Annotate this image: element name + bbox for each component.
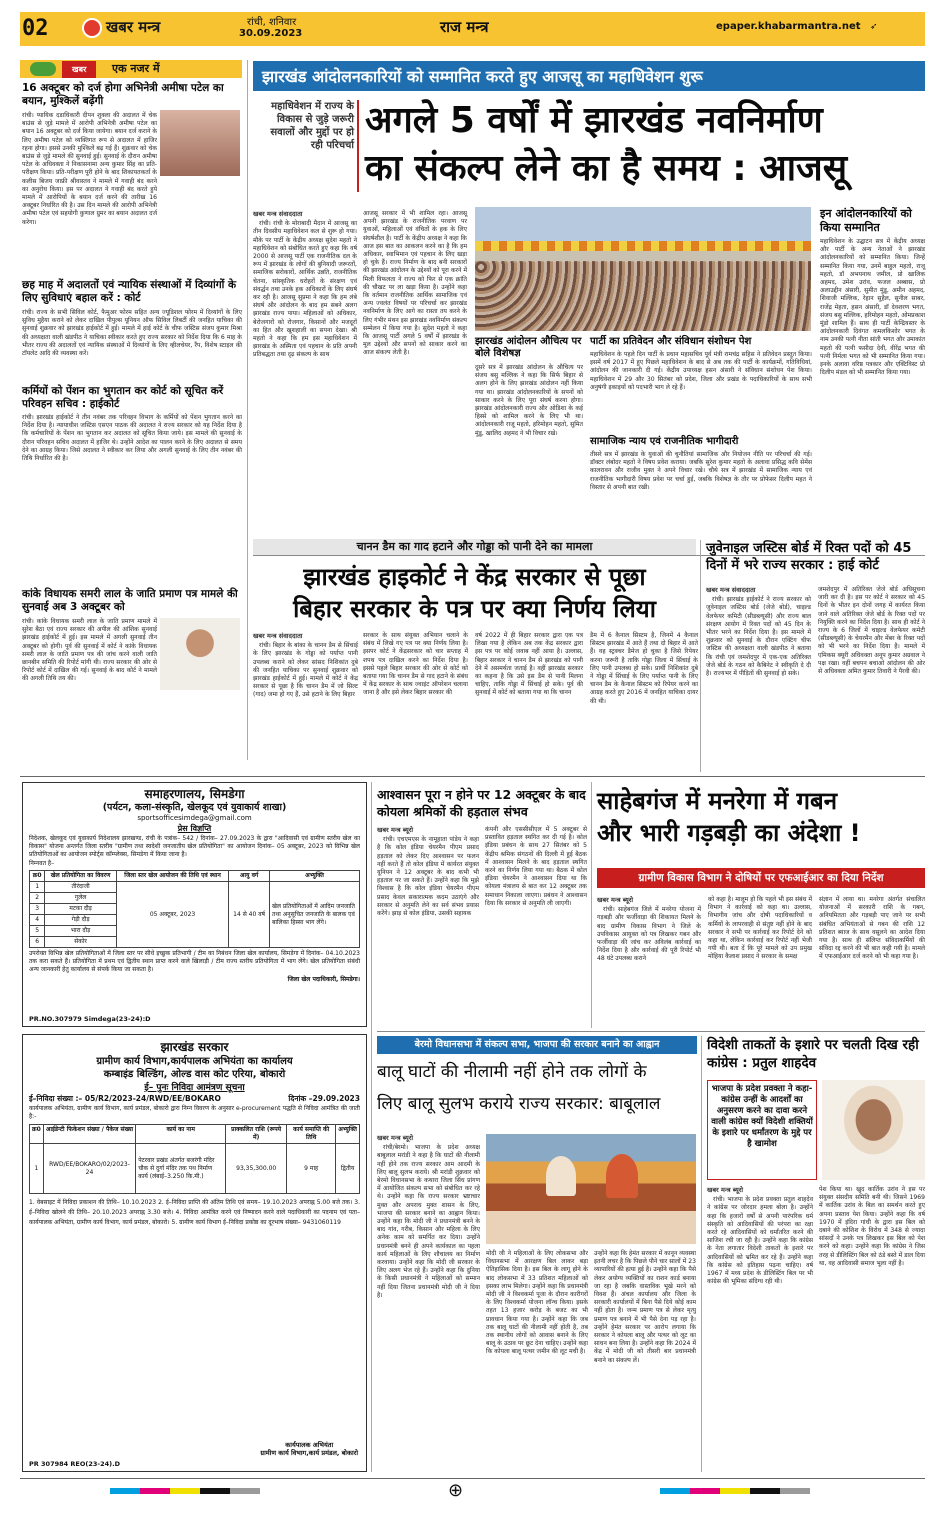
ad2-intro: कार्यपालक अभियंता, ग्रामीण कार्य विभाग, कार्य प्रमंडल, बोकारो द्वारा निम्न विवरण के अनुसार e-procurement पद्धति से निविदा आमंत्रित की जाती है:- — [29, 1105, 360, 1120]
lead-photo-rally — [475, 207, 811, 331]
chanan-text-2: सरकार के साथ संयुक्त अभियान चलाने के संबंध में लिखे गए पत्र पर क्या निर्णय लिया है। इसपर कोर्ट ने केंद्रसरकार को चार सप्ताह में शपथ पत्र दाखिल करने का निर्देश दिया है। इससे पहले बिहार सरकार की ओर से कोर्ट को बताया गया कि चानन डैम से गाद हटाने के संबंध में केंद्र सरकार के साथ ज्वाइंट ऑपरेशन चलाया जाना है और इसे लेकर बिहार सरकार की — [363, 632, 468, 697]
ad1-age-cell: 14 से 40 वर्ष — [229, 882, 270, 948]
ad2-th: आईडेन्टी फिकेशन संख्या / पैकेज संख्या — [43, 1125, 135, 1144]
ad2-cell-remark: द्वितीय — [336, 1144, 360, 1194]
babulal-text-3: उन्होंने कहा कि हेमंत सरकार में कानून व्यवस्था इतनी लचर है कि पिछले पौने चार सालों में 23 व्यापारियों की हत्या हुई है। उन्होंने कहा कि पैसे लेकर अयोग्य व्यक्तियों का राशन कार्ड बनाया जा रहा है जबकि वास्तविक भूखे मरने को विवश हैं। अंचल कार्यालय और जिला के सरकारी कार्यालयों में बिना पैसे दिये कोई काम नहीं होता है। जन्म प्रमाण पत्र से लेकर मृत्यु प्रमाण पत्र बनाने में भी पैसे देना पड़ रहा है। उन्होंने हेमंत सरकार पर आरोप लगाया कि सरकार ने कोयला बालू और पत्थर को लूट का साधन बना लिया है। उन्होंने कहा कि 2024 में केंद्र में मोदी जी को तीसरी बार प्रधानमंत्री बनाने का संकल्प लें। — [594, 1250, 696, 1364]
ad2-cell-period: 9 माह — [287, 1144, 336, 1194]
ad1-remark-cell: खेल प्रतियोगिताओं में आदिम जनजाति तथा अनुसूचित जनजाति के बालक एवं बालिका हिस्सा भाग लेंगे। — [270, 882, 360, 948]
ameesha-photo — [160, 110, 240, 176]
babulal-photo — [486, 1134, 696, 1244]
juvenile-text-2: जमशेदपुर में अतिरिक्त जेजे बोर्ड अधिसूचना जारी कर दी है। इस पर कोर्ट ने सरकार को 45 दिनों के भीतर इन दोनों जगह में कार्यरत किया जाने वाले अतिरिक्त जेजे बोर्ड के रिक्त पदों पर नियुक्ति करने का निर्देश दिया है। साथ ही कोर्ट ने राज्य के 6 जिलों में चाइल्ड वेलफेयर कमेटी (सीडब्ल्यूसी) के चेयरमैन और मेंबर के रिक्त पदों को भी भरने का निर्देश दिया है। मामले में एमिकस क्यूरी अधिवक्ता अनूप कुमार अग्रवाल ने पक्ष रखा। वहीं बचपन बचाओ आंदोलन की ओर से अधिवक्ता अमित कुमार तिवारी ने पैरवी की। — [818, 586, 925, 676]
page-number: 02 — [22, 16, 49, 41]
ad1-cell: तीरंदाजी — [45, 882, 117, 893]
juvenile-text-1: रांची। झारखंड हाईकोर्ट ने राज्य सरकार को जुवेनाइल जस्टिस बोर्ड (जेजे बोर्ड), चाइल्ड वेलफेयर कमिटी (सीडब्ल्यूसी) और राज्य बाल संरक्षण आयोग में रिक्त पदों को 45 दिन के भीतर भरने का निर्देश दिया है। इस मामले में शुक्रवार को सुनवाई के दौरान एक्टिंग चीफ जस्टिस की अध्यक्षता वाली खंडपीठ ने बताया कि रांची एवं जमशेदपुर में एक-एक अतिरिक्त जेजे बोर्ड के गठन को कैबिनेट ने स्वीकृति दे दी है। राज्यभर में पीड़ितों की सुनवाई हो सके। — [706, 596, 811, 678]
header-city: रांची, शनिवार — [247, 17, 297, 28]
ad1-th: आयु वर्ग — [229, 871, 270, 882]
ad1-cell: सेकोर — [45, 937, 117, 948]
ad2-th: कार्य समाप्ति की तिथि — [287, 1125, 336, 1144]
lead-caption-1: झारखंड आंदोलन औचित्य पर बोले विशेषज्ञ — [475, 336, 582, 359]
congress-kicker: भाजपा के प्रदेश प्रवक्ता ने कहा-कांग्रेस उन्हीं के आदर्शों का अनुसरण करने का दावा करने वाली कांग्रेस क्यों विदेशी शक्तियों के इशारे पर धर्मांतरण के मुद्दे पर है खामोश — [711, 1084, 813, 1149]
ad1-email: sportsofficesimdega@gmail.com — [137, 814, 252, 822]
chanan-byline: खबर मन्त्र संवाददाता — [253, 632, 303, 640]
ad2-cell-amount: 93,35,300.00 — [226, 1144, 287, 1194]
koyla-text-2: कंपनी और एससीसीएल में 5 अक्टूबर से प्रस्तावित हड़ताल स्थगित कर दी गई है। कोल इंडिया प्रबंधन के साथ 27 सितंबर को 5 केंद्रीय श्रमिक संगठनों की दिल्ली में हुई बैठक में आश्वासन मिलने के बाद हड़ताल स्थगित करने का निर्णय लिया गया था। बैठक में कोल इंडिया चेयरमैन ने आश्वासन दिया था कि कोयला मंत्रालय से बात कर 12 अक्टूबर तक समाधान निकाला जाएगा। प्रबंधन ने आश्वासन दिया कि सरकार से अनुमति ली जाएगी। — [485, 826, 587, 907]
nazar-text-3: रांची। झारखंड हाईकोर्ट ने तीन नवंबर तक परिवहन विभाग के कर्मियों को पेंशन भुगतान करने का निर्देश दिया है। न्यायाधीश जस्टिस एसएन पाठक की अदालत ने राज्य सरकार को यह निर्देश दिया है कि कर्मचारियों के पेंशन का भुगतान कर अदालत को सूचित किया जाये। इस मामले की सुनवाई के दौरान परिवहन सचिव अदालत में हाजिर थे। उन्होंने आदेश का पालन करने के लिए अदालत से समय देने का आग्रह किया। जिसे अदालत ने स्वीकार कर लिया और अगली सुनवाई के लिए तीन नवंबर की तिथि निर्धारित की है। — [22, 414, 242, 463]
section-name: राज मन्त्र — [440, 18, 489, 36]
chanan-col-1 — [253, 632, 358, 772]
ad1-sign: जिला खेल पदाधिकारी, सिमडेगा। — [287, 976, 360, 983]
sahebganj-text-2: को कहा है। मालूम हो कि पहले भी इस संबंध में विभाग ने कार्रवाई को कहा था। उल्लास, विभागीय जांच और दोषी पदाधिकारियों व कर्मियों के लापरवाही से संतुष्ट नहीं होने के बाद सरकार ने सभी पर कार्रवाई कर रिपोर्ट देने को कहा था, लेकिन कार्रवाई कर रिपोर्ट नहीं भेजी गयी थी। बता दें कि पूरे मामले को उप प्रमुख मोहिया कैलाश प्रसाद ने सरकार के समक्ष — [708, 896, 812, 961]
sahebganj-col-1 — [597, 896, 701, 1026]
nazar-text-1: रांची। प्यायिक दडाधिकारी दीपन शुक्ला की अदालत में चेक बाउंस से जुड़े मामले में आरोपी अभिनेत्री अमीषा पटेल का बयान 16 अक्टूबर को दर्ज किया जायेगा। बयान दर्ज कराने के लिए अमीषा पटेल को व्यक्तिगत रूप से अदालत में हाजिर रहना होगा। इससे उनकी मुश्किलें बढ़ गई हैं। शुक्रवार को चेक बाउंस से जुड़े मामले की सुनवाई हुई। सुनवाई के दौरान अमीषा पटेल के अधिवक्ता ने निकासनामा अन्य कुमार सिंह का प्रति-परीक्षण किया। प्रति-परीक्षण पूरी होने के बाद शिकायतकर्ता के कलीस बिजय जाफ्री श्रीवास्तव ने मामले में गवाही बंद करने का अनुरोध किया। इस पर अदालत ने गवाही बंद करते हुये मामले में आरोपियों के बयान दर्ज करने की तारीख 16 अक्टूबर निर्धारित की है। उस दिन मामले की आरोपी अभिनेत्री अमीषा पटेल एवं सहयोगी कुणाल ग्रुमर का बयान अदालत दर्ज करेगा। — [22, 112, 158, 226]
ad1-date-cell: 05 अक्टूबर, 2023 — [116, 882, 228, 948]
babulal-headline-1: बालू घाटों की नीलामी नहीं होने तक लोगों के — [377, 1062, 647, 1082]
nazar-headline-4: कांके विधायक समरी लाल के जाति प्रमाण पत्र मामले की सुनवाई अब 3 अक्टूबर को — [22, 588, 238, 613]
honoured-headline: इन आंदोलनकारियों को किया सम्मानित — [820, 207, 912, 234]
ad2-sign-1: कार्यपालक अभियंता — [285, 1441, 334, 1449]
lead-caption-3: सामाजिक न्याय एवं राजनीतिक भागीदारी — [590, 436, 739, 447]
ad2-address: कम्बाइंड बिल्डिंग, ओल्ड वास कोट एरिया, बोकारो — [103, 1069, 286, 1080]
ad-simdega — [22, 782, 367, 1027]
cursor-icon: ➶ — [870, 22, 878, 32]
ad1-schedule-label: निम्नवत है– — [29, 860, 55, 867]
lead-text-4: महाधिवेशन के पहले दिन पार्टी के प्रधान महासचिव पूर्व मंत्री रामचंद्र सहिस ने प्रतिवेदन प्रस्तुत किया। इसमें वर्ष 2017 में हुए पिछले महाधिवेशन के बाद से अब तक की पार्टी के कार्यक्रमों, गतिविधियां, आंदोलन की जानकारी दी गई। केंद्रीय उपाध्यक्ष हसन अंसारी ने संविधान संशोधन पेश किया। महाधिवेशन में 29 और 30 सितंबर को प्रदेश, जिला और प्रखंड के पदाधिकारियों के साथ सभी अनुषंगी इकाइयों को पदभारी भाग ले रहे हैं। — [590, 351, 812, 391]
ad2-dept: ग्रामीण कार्य विभाग,कार्यपालक अभियंता का कार्यालय — [96, 1056, 293, 1067]
sahebganj-strap: ग्रामीण विकास विभाग ने दोषियों पर एफआईआर का दिया निर्देश — [597, 868, 925, 888]
nazar-headline-2: छह माह में अदालतों एवं न्यायिक संस्थाओं में दिव्यांगों के लिए सुविधाएं बहाल करें : कोर्ट — [22, 279, 237, 304]
lead-banner-text: झारखंड आंदोलनकारियों को सम्मानित करते हुए आजसू का महाधिवेशन शुरू — [262, 67, 703, 86]
ad1-intro: निदेशक, खेलकूद एवं युवाकार्य निदेशालय झारखण्ड, रांची के पत्रांक– 542 / दिनांक– 27.09.2023 के द्वारा "आदिवासी एवं ग्रामीण स्तरीय खेल का विकास" योजना अन्तर्गत जिला स्तरीय "ग्रामीण तथा स्वदेशी जनजातीय खेल प्रतियोगिता" का आयोजन दिनांक– 05 अक्टूबर, 2023 को विभिन्न खेल प्रतियोगिताओं का आयोजन स्पोर्ट्स कॉम्प्लेक्स, सिमडेगा में किया जाना है। — [29, 835, 360, 858]
ad1-th: जिला स्तर खेल आयोजन की तिथि एवं स्थान — [116, 871, 228, 882]
congress-byline: खबर मन्त्र ब्यूरो — [707, 1186, 744, 1194]
lead-headline-1: अगले 5 वर्षों में झारखंड नवनिर्माण — [365, 100, 823, 141]
koyla-text-1: रांची। एचएमएस के नामूहाता पांडेय ने कहा है कि कोल इंडिया चेयरमैन पीएम प्रसाद हड़ताल को लेकर दिए आश्वासन पर फलन नहीं करते हैं तो कोल इंडिया में कार्यरत संयुक्त यूनियन ने 12 अक्टूबर के बाद कभी भी हड़ताल पर जा सकते हैं। उन्होंने कहा कि मुझे विश्वास है कि कोल इंडिया चेयरमैन पीएम प्रसाद केवल सकारात्मक कदम उठाएंगे और सरकार से अनुमति लेने का सर्व संभव प्रयास करेंगे। झाड़ से कोल इंडिया, उसकी सहायक — [377, 836, 479, 918]
sahebganj-headline-1: साहेबगंज में मनरेगा में गबन — [597, 787, 838, 815]
lead-byline: खबर मन्त्र संवाददाता — [253, 210, 303, 218]
congress-col-1 — [707, 1186, 813, 1472]
ad2-th: कार्य का नाम — [136, 1125, 226, 1144]
lead-text-2: आजसू सरकार में भी शामिल रहा। आजसू अपनी झारखंड के राजनीतिक परवाण पर युवाओं, महिलाओं एवं वंचितों के हक के लिए संघर्षशील है। पार्टी के केंद्रीय अध्यक्ष ने कहा कि आज इस बात का आकलन करने का है कि हम अधिकार, स्वाभिमान एवं पहचान के लिए खड़ा हो चुके हैं। राज्य निर्माण के बाद बनी सरकारों की झारखंड आंदोलन के उद्देश्यों को पूरा करने में मिली विफलता ने राज्य को फिर से एक क्रांति की चौखट पर ला खड़ा किया है। उन्होंने कहा कि वर्तमान राजनीतिक आर्थिक सामाजिक एवं अन्य ज्वलंत विषयों पर परिचर्चा कर झारखंड नवनिर्माण के लिए आगे का रास्ता तय करने के लिए गंभीर मंथन इस झारखंड नवनिर्माण संकल्प सम्मेलन में किया गया है। सुदेश महतो ने कहा कि आजसू पार्टी अगले 5 वर्षों में झारखंड के मूल उद्देश्यों और सपनों को साकार करने का आज संकल्प लेती है। — [363, 210, 467, 357]
ad2-cell-work: पेटरवार प्रखंड अंतर्गत बजरंगी मंदिर चौक से दुर्गा मंदिर तक पथ निर्माण कार्य (लंबाई–3.250 कि.मी.) — [136, 1144, 226, 1194]
ad1-subtitle: (पर्यटन, कला-संस्कृति, खेलकूद एवं युवाकार्य शाखा) — [102, 802, 287, 813]
congress-text-2: पेश किया था। खुद कार्तिक उरांव ने इस पर संयुक्त संसदीय समिति बनी थी। जिसने 1969 में कार्तिक उरांव के बिल का समर्थन करते हुए अपना प्रस्ताव पेश किया। उन्होंने कहा कि वर्ष 1970 में इंदिरा गांधी के द्वारा इस बिल को दबाने की कोशिश के विरोध में 348 से ज्यादा सांसदों ने उनके पत्र लिखकर इस बिल को पेश करने को कहा। उन्होंने कहा कि कांग्रेस ने जिस तरह से डीलिस्टिंग बिल को ठंडे बस्ते में डाल दिया था, वह आदिवासी समाज भूला नहीं है। — [819, 1186, 925, 1267]
ad2-th: प्राक्कलित राशि (रूपये में) — [226, 1125, 287, 1144]
chanan-headline-2: बिहार सरकार के पत्र पर क्या निर्णय लिया — [293, 595, 656, 623]
ad2-ref-no: ई–निविदा संख्या :– 05/R2/2023-24/RWD/EE/BOKARO — [29, 1094, 221, 1103]
color-bar-right — [660, 1488, 810, 1494]
ad2-title: झारखंड सरकार — [160, 1040, 229, 1054]
header-date: 30.09.2023 — [239, 28, 303, 39]
ad1-cell: मटका दौड़ — [45, 904, 117, 915]
ad1-cell: 2 — [30, 893, 45, 904]
koyla-headline: आश्वासन पूरा न होने पर 12 अक्टूबर के बाद कोयला श्रमिकों की हड़ताल संभव — [377, 787, 586, 819]
juvenile-col-1 — [706, 586, 811, 772]
honoured-text: महाधिवेशन के उद्घाटन सत्र में केंद्रीय अध्यक्ष और पार्टी के अन्य नेताओं ने झारखंड आंदोलनकारियों को सम्मानित किया। जिन्हें सम्मानित किया गया, उनमें बाहुल महतो, राजू महतो, डॉ अभयनाथ जमील, प्रो खालिक अहमद, उमेश उरांव, फजल अब्बास, प्रो अलाउद्दीन अंसारी, सुमीत मुंडू, अमीन अहमद, शिवाजी मल्लिक, रेहान सुहैल, सुनील साबर, राजेंद्र मेहता, हसन अंसारी, डॉ देवशरण भगत, संजय बसु मल्लिक, हरिमोहन महतो, ओमप्रकाश मूंडो शामिल हैं। साथ ही पार्टी केन्द्रियस्तर के आंदोलनकारी दिवंगत कमलकिशोर भगत के नाम उनकी पत्नी नीता सांती भगत और उमाकांत महतो की पत्नी फसीदा देवी, वीरेंद्र भगत की पत्नी निर्मला भगत को भी सम्मानित किया गया। इनके अलावा वरिष्ठ पत्रकार और एक्टिविस्ट प्रो दिलीप मंडल को भी सम्मानित किया गया। — [820, 238, 925, 377]
babulal-text-2: मोदी जी ने महिलाओं के लिए लोकसभा और विधानसभा में आरक्षण बिल लाकर बड़ा ऐतिहासिक दिया है। इस बिल के लागू होने के बाद लोकसभा में 33 प्रतिशत महिलाओं को इसका लाभ मिलेगा। उन्होंने कहा कि प्रधानमंत्री मोदी जी ने विश्वकर्मा पूजा के दौरान कारीगरों के लिए विश्वकर्मा योजना लॉन्च किया। इसके तहत 13 हजार करोड़ के बजट का भी प्रावधान किया गया है। उन्होंने कहा कि जब तक बालू घाटों की नीलामी नहीं होती है, तब तक स्थानीय लोगों को आवास बनाने के लिए बालू के उठाव पर छूट देना चाहिए। उन्होंने कहा कि कोयला बालू पत्थर जमीन की लूट मची है। — [486, 1250, 588, 1356]
nazar-label: एक नजर में — [112, 62, 160, 75]
lead-text-3: दूसरे सत्र में झारखंड आंदोलन के औचित्य पर संजय बसु मल्लिक ने कहा कि सिर्फ बिहार से अलग होने के लिए झारखंड आंदोलन नहीं किया गया था। झारखंड आंदोलनकारियों के सपनों को साकार करने के लिए पूरा संघर्ष करना होगा। झारखंड आंदोलनकारी राज्य और ओडिशा के कई हिस्से को शामिल करने के लिए भी था। आंदोलनकारी राजू महतो, हरिमोहन महतो, सुमित मुंडू, खालिद अहमद ने भी विचार रखे। — [475, 364, 583, 437]
ad1-cell: 6 — [30, 937, 45, 948]
sahebganj-text-1: रांची। साहेबगंज जिले में मनरेगा योजना में गड़बड़ी और फर्जीवाड़ा की शिकायत मिलने के बाद ग्रामीण विकास विभाग ने जिले के उपविकास आयुक्त को पत्र लिखकर गबन और फर्जीवाड़ा की जांच कर अविलंब कार्रवाई का निर्देश दिया है और कार्रवाई की पूरी रिपोर्ट भी 48 घंटे उपलब्ध कराने — [597, 906, 701, 963]
sahebganj-headline-2: और भारी गड़बड़ी का अंदेशा ! — [597, 819, 861, 847]
ad1-cell: 1 — [30, 882, 45, 893]
congress-headline: विदेशी ताकतों के इशारे पर चलती दिख रही कांग्रेस : प्रतुल शाहदेव — [707, 1037, 919, 1071]
ad1-notice: प्रेस विज्ञप्ति — [177, 824, 212, 833]
ad2-ref: PR 307984 REO(23-24).D — [29, 1460, 120, 1468]
koyla-byline: खबर मन्त्र ब्यूरो — [377, 826, 414, 834]
ad2-th: क्र0 — [30, 1125, 44, 1144]
juvenile-headline: जुवेनाइल जस्टिस बोर्ड में रिक्त पदों को 45 दिनों में भरे राज्य सरकार : हाई कोर्ट — [706, 541, 912, 573]
nazar-logo-icon — [30, 62, 56, 76]
lead-headline-2: का संकल्प लेने का है समय : आजसू — [365, 148, 848, 189]
ad1-cell: भारा दौड़ — [45, 926, 117, 937]
lead-caption-2: पार्टी का प्रतिवेदन और संविधान संशोधन पेश — [590, 336, 752, 347]
ad1-table — [29, 870, 360, 948]
ad2-ref-date: दिनांक –29.09.2023 — [288, 1094, 360, 1103]
nazar-tag: खबर — [62, 61, 96, 78]
ad2-cell-no: 1 — [30, 1144, 44, 1194]
babulal-col-1 — [377, 1134, 480, 1472]
ad1-title: समाहरणालय, सिमडेगा — [144, 787, 245, 801]
ad2-notes: 1. वेबसाइट में निविदा प्रकाशन की तिथि– 10.10.2023 2. ई–निविदा प्राप्ति की अंतिम तिथि एवं समय– 19.10.2023 अपराह्न 5.00 बजे तक। 3. ई–निविदा खोलने की तिथि– 20.10.2023 अपराह्न 3.30 बजे। 4. निविदा आमंत्रित करने एवं निष्पादन करने वाले पदाधिकारी का पदनाम एवं पता– कार्यपालक अभियंता, ग्रामीण कार्य विभाग, कार्य प्रमंडल, बोकारो। 5. ग्रामीण कार्य विभाग ई–निविदा प्रकोष्ठ का दूरभाष संख्या– 9431060119 — [29, 1199, 360, 1226]
nazar-headline-1: 16 अक्टूबर को दर्ज होगा अभिनेत्री अमीषा पटेल का बयान, मुश्किलें बढ़ेंगी — [22, 82, 224, 107]
juvenile-byline: खबर मन्त्र संवाददाता — [706, 586, 756, 594]
koyla-col-1 — [377, 826, 479, 1026]
ad2-th: अभ्युक्ति — [336, 1125, 360, 1144]
samri-lal-photo — [160, 618, 240, 690]
chanan-headline-1: झारखंड हाइकोर्ट ने केंद्र सरकार से पूछा — [303, 563, 646, 591]
congress-text-1: रांची। भाजपा के प्रदेश प्रवक्ता प्रतुल शाहदेव ने कांग्रेस पर जोरदार हमला बोला है। उन्होंने कहा कि हजारों वर्षों से अपनी पारंपरिक धर्म संस्कृति को आदिवासियों की परंपरा का रक्षा करते रहे आदिवासियों को धर्मांतरित करने की साजिश रची जा रही है। उन्होंने कहा कि कांग्रेस के नेता लगातार विदेशी ताकतों के इशारे पर आदिवासियों को भ्रमित कर रहे हैं। उन्होंने कहा कि कांग्रेस को इतिहास पढ़ना चाहिए। वर्ष 1967 में मध्य प्रदेश के डीलिस्टिंग बिल पर भी कांग्रेस की भूमिका संदिग्ध रही थी। — [707, 1196, 813, 1286]
ad1-cell: गुलेल — [45, 893, 117, 904]
chanan-kicker: चानन डैम का गाद हटाने और गोड्डा को पानी देने का मामला — [253, 539, 696, 555]
babulal-text-1: रांची/बेरमो। भाजपा के प्रदेश अध्यक्ष बाबूलाल मरांडी ने कहा है कि घाटों की नीलामी नहीं होने तक राज्य सरकार आम आदमी के लिए बालू सुलभ कराये। श्री मरांडी शुक्रवार को बेरमो विधानसभा के कथारा जिला सिंध प्रांगण में आयोजित संकल्प सभा को संबोधित कर रहे थे। उन्होंने कहा कि राज्य सरकार भ्रष्टाचार मुक्त और अपराध मुक्त शासन के लिए, भाजपा की सरकार बनाने का आह्वान किया। उन्होंने कहा कि मोदी जी ने प्रधानमंत्री बनने के बाद गांव, गरीब, किसान और महिला के लिए अनेक काम को समर्पित कर दिया। उन्होंने प्रधानमंत्री बनने ही अपने कार्यकाल का पहला कार्य महिलाओं के लिए शौचालय का निर्माण करवाया। उन्होंने कहा कि मोदी जी सरकार के लिए अलग भेज रहे हैं। उन्होंने कहा कि दुनिया के किसी प्रधानमंत्री ने महिलाओं को सम्मान नहीं दिया जितना प्रधानमंत्री मोदी जी ने दिया है। — [377, 1144, 480, 1299]
ad2-notice: ई– पुनः निविदा आमंत्रण सूचना — [144, 1083, 245, 1093]
ad1-cell: गेड़ी दौड़ — [45, 915, 117, 926]
ad1-cell: 5 — [30, 926, 45, 937]
brand-logo-icon — [82, 18, 102, 38]
ad2-table — [29, 1124, 360, 1194]
registration-mark-icon: ⊕ — [448, 1480, 464, 1501]
nazar-text-4: रांची। कांके विधायक समरी लाल के जाति प्रमाण मामले में सुरेश बैठा एवं राज्य सरकार की अपील की आंशिक सुनवाई झारखंड हाईकोर्ट में हुई। इस मामले में अगली सुनवाई तीन अक्टूबर को होगी। पूर्व की सुनवाई में कोर्ट ने कांके विधायक समरी लाल के जाति प्रमाण पत्र की जांच करने वाली जाति छानबीन समिति की रिपोर्ट मांगी थी। राज्य सरकार की ओर से रिपोर्ट कोर्ट में दाखिल की गई। सुनवाई के बाद कोर्ट ने मामले की अगली तिथि तय की। — [22, 618, 157, 683]
babulal-headline-2: लिए बालू सुलभ कराये राज्य सरकार: बाबूलाल — [377, 1094, 661, 1114]
ad1-th: क्र0 — [30, 871, 45, 882]
pratul-photo — [822, 1080, 925, 1180]
nazar-text-2: रांची। राज्य के सभी सिविल कोर्ट, फैमुअर फोरम सहित अन्य ज्यूडिशल फोरम में दिव्यांगों के लिए सुविध मुहैया कराने को लेकर दाखिल पीपुल्स यूनियन ऑफ सिविल लिबर्टी की जनहित याचिका की सुनवाई शुक्रवार को झारखंड हाईकोर्ट में हुई। मामले में हाई कोर्ट के चीफ जस्टिस संजय कुमार मिश्रा की अध्यक्षता वाली खंडपीठ ने याचिका स्वीकार करते हुए राज्य सरकार को निर्देश दिया कि 6 माह के भीतर राज्य की अदालतों एवं न्यायिक संस्थाओं में दिव्यांगों के लिए व्हीलचेयर, रैंप, विशेष स्टाइल की टॉयलेट आदि की व्यवस्था करें। — [22, 309, 242, 358]
ad1-notes: उपरोक्त विभिन्न खेल प्रतियोगिताओं में जिला स्तर पर सीधे इच्छुक प्रतिभागी / टीम का निबंधन जिला खेल कार्यालय, सिमडेगा में दिनांक– 04.10.2023 तक करा सकते हैं। प्रतियोगिता में प्रथम एवं द्वितीय स्थान प्राप्त करने वाले खिलाड़ी / टीम राज्य स्तरीय प्रतियोगिता में भाग लेंगे। खेल प्रतियोगिता संबंधी अन्य जानकारी हेतु कार्यालय से संपर्क किया जा सकता है। — [29, 950, 360, 973]
ad2-sign-2: ग्रामीण कार्य विभाग,कार्य प्रमंडल, बोकारो — [260, 1449, 358, 1457]
ad-bokaro — [22, 1034, 367, 1472]
sahebganj-text-3: संज्ञान में लाया था। मनरेगा अंतर्गत संचालित योजनाओं में सरकारी राशि के गबन, अनियमितता और गड़बड़ी पाए जाने पर सभी संबंधित अभियंताओं से गबन की राशि 12 प्रतिशत ब्याज के साथ वसूलने का आदेश दिया गया है। साथ ही संलिप्त संविदाकर्मियों की संविदा रद्द करने की भी बात कही गयी है। मामले में एफआईआर दर्ज करने को भी कहा गया है। — [819, 896, 925, 961]
ad1-cell: 4 — [30, 915, 45, 926]
babulal-kicker: बेरमो विधानसभा में संकल्प सभा, भाजपा की सरकार बनाने का आह्वान — [377, 1036, 697, 1054]
ad1-ref: PR.NO.307979 Simdega(23-24):D — [29, 1015, 151, 1023]
lead-col-1 — [253, 210, 357, 550]
ad1-th: खेल प्रतियोगिता का विवरण — [45, 871, 117, 882]
color-bar-left — [110, 1488, 260, 1494]
epaper-url[interactable]: epaper.khabarmantra.net — [716, 21, 861, 32]
lead-kicker: महाधिवेशन में राज्य के विकास से जुड़े जरूरी सवालों और मुद्दों पर हो रही परिचर्चा — [270, 101, 354, 151]
brand-name: खबर मन्त्र — [106, 18, 161, 36]
nazar-headline-3: कर्मियों को पेंशन का भुगतान कर कोर्ट को सूचित करें परिवहन सचिव : हाईकोर्ट — [22, 385, 224, 410]
ad1-cell: 3 — [30, 904, 45, 915]
lead-text-5: तीसरे सत्र में झारखंड के युवाओं की चुनौतियां सामाजिक और नियोजन नीति पर परिचर्चा की गई। डॉक्टर लंबोदर महतो ने विषय प्रवेश कराया। जबकि सुरेश कुमार महतो के अलावा प्रसिद्ध कवि सेमेंस कालरावन और राजीव मुक्त ने अपने विचार रखे। चौथे सत्र में झारखंड में सामाजिक न्याय एवं राजनीतिक भागीदारी विषय प्रवेश पर चर्चा हुई, जबकि विशेषज्ञ के तौर पर प्रोफेसर दिलीप महत ने विस्तार से अपनी बात रखी। — [590, 451, 812, 491]
babulal-byline: खबर मन्त्र ब्यूरो — [377, 1134, 414, 1142]
ad2-cell-id: RWD/EE/BOKARO/02/2023-24 — [43, 1144, 135, 1194]
chanan-text-1: रांची। बिहार के बांका के चानन डैम से सिंचाई के लिए झारखंड के गोड्डा को पर्याप्त पानी उपलब्ध कराने को लेकर सांसद निशिकांत दुबे की जनहित याचिका पर सुनवाई शुक्रवार को झारखंड हाईकोर्ट में हुई। मामले में कोर्ट ने केंद्र सरकार से पूछा है कि चानन डैम में जो सिल्ट (गाद) जमा हो गए हैं, उसे हटाने के लिए बिहार — [253, 642, 358, 699]
nazar-text-1b — [22, 180, 242, 274]
sahebganj-byline: खबर मन्त्र ब्यूरो — [597, 896, 634, 904]
chanan-text-4: डैम में 6 कैनाल सिस्टम है, जिनमें 4 कैनाल सिस्टम झारखंड में आते हैं तथा दो बिहार में आते हैं। वह स्ट्रक्चर डैमेज हो चुका है जिसे रिपेयर करना जरूरी है ताकि गोड्डा जिला में सिंचाई के लिए पानी उपलब्ध हो सके। प्रार्थी निशिकांत दुबे ने गोड्डा में सिंचाई के लिए पर्याप्त पानी के लिए चानन डैम के कैनाल सिस्टम को रिपेयर करने का आग्रह करते हुए 2016 में जनहित याचिका दायर की थी। — [590, 632, 698, 705]
lead-text-1: रांची। रांची के मोराबादी मैदान में आजसू का तीन दिवसीय महाधिवेशन कल से शुरू हो गया। मौके पर पार्टी के केंद्रीय अध्यक्ष सुदेश महतो ने महाधिवेशन को संबोधित करते हुए कहा कि वर्ष 2000 से आजसू पार्टी एक राजनीतिक दल के रूप में झारखंड के लोगों की बुनियादी जरूरतों, समाजिक सरोकारों, आर्थिक उन्नति, राजनीतिक चेतना, सांस्कृतिक धरोहरों के संरक्षण एवं संवर्द्धन तथा उनके हक अधिकारों के लिए संघर्ष कर रही है। आजसू सुप्रमा ने कहा कि हम लंबे संघर्ष और आंदोलन के बाद हम सबने अलग झारखंड राज्य पाया। महिलाओं को अधिकार, बेरोजगारों को रोजगार, किसानों और मजदूरों का हित और खुशहाली का सपना देखा। श्री महतो ने कहा कि हम इस महाधिवेशन में झारखंड के अस्मिता एवं पहचान के प्रति अपनी प्रतिबद्धता तथा दृढ़ संकल्प के साथ — [253, 220, 357, 359]
chanan-text-3: वर्ष 2022 में ही बिहार सरकार द्वारा एक पत्र लिखा गया है लेकिन अब तक केंद्र सरकार द्वारा इस पत्र पर कोई जवाब नहीं आया है। उल्लास, बिहार सरकार ने चानन डैम से झारखंड को पानी देने में असमर्थता जताई है। वहीं झारखंड सरकार का कहना है कि उसे इस डैम से पानी मिलना चाहिए, ताकि गोड्डा में सिंचाई हो सके। पूर्व की सुनवाई में कोर्ट को बताया गया था कि चानन — [475, 632, 583, 697]
ad1-th: अभ्युक्ति — [270, 871, 360, 882]
